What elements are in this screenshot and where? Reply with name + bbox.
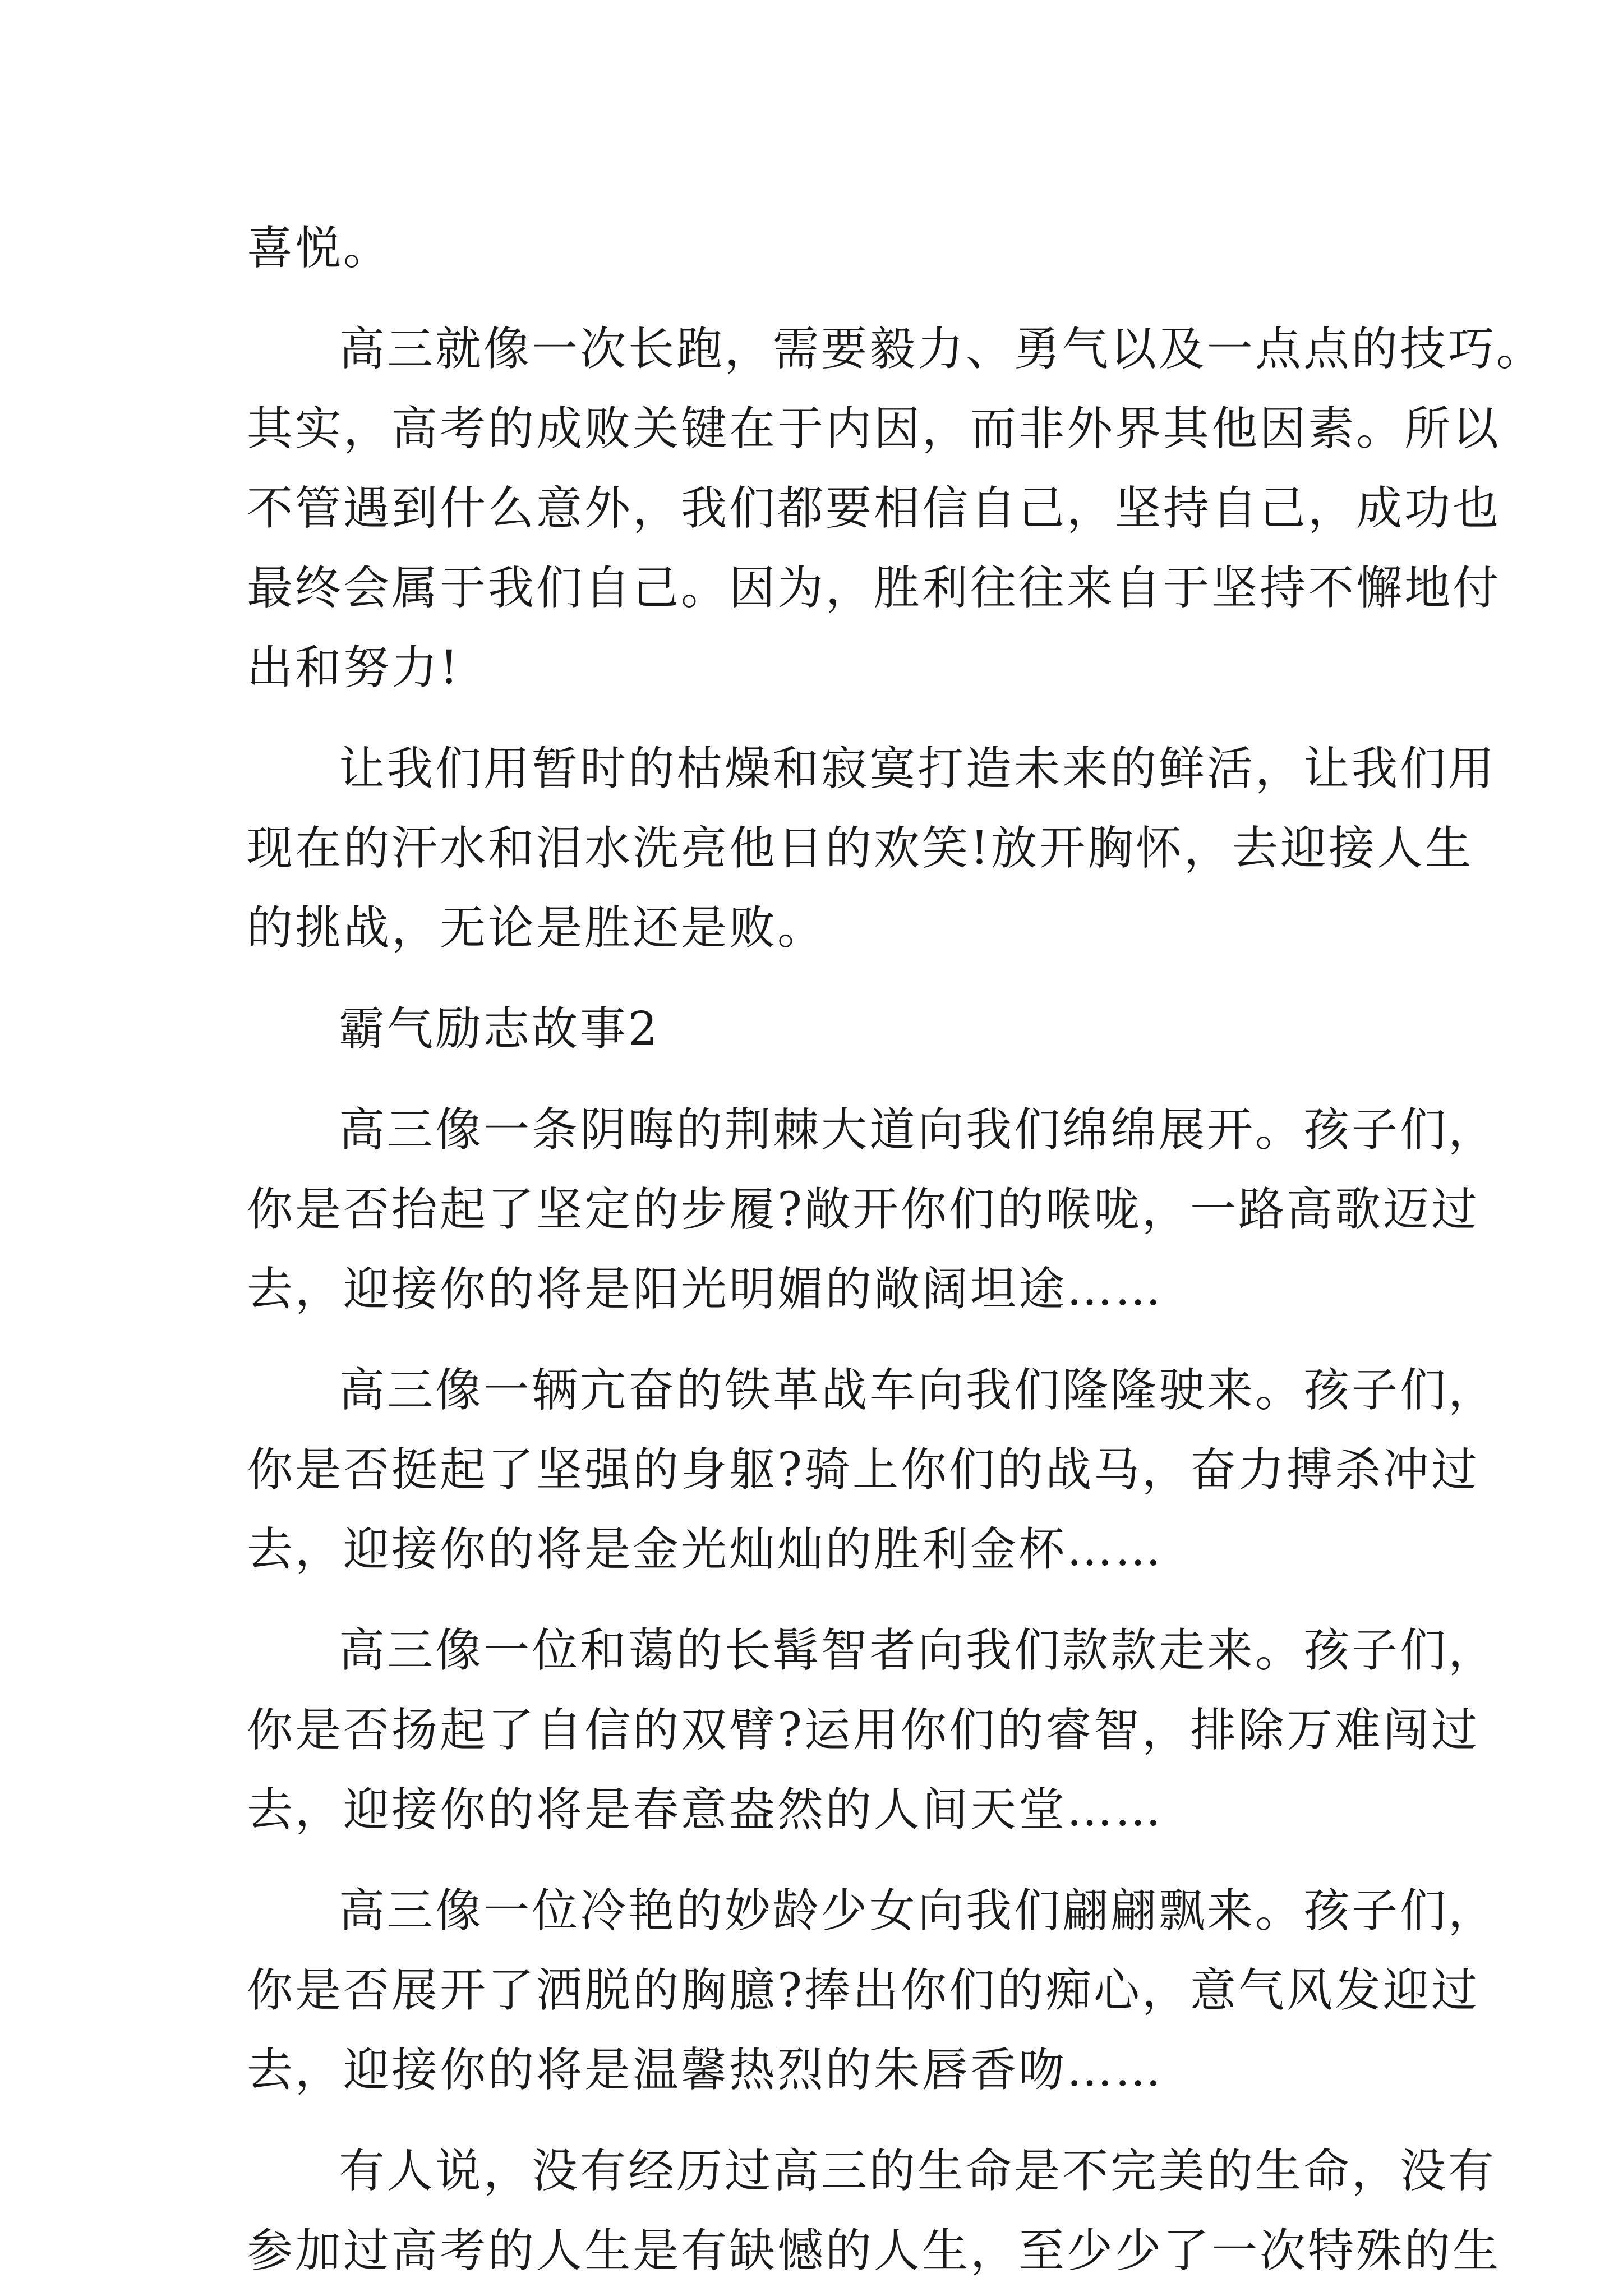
text-line: 有人说，没有经历过高三的生命是不完美的生命，没有 [339, 2145, 1497, 2198]
text-line: 其实，高考的成败关键在于内因，而非外界其他因素。所以 [247, 402, 1501, 455]
text-line: 你是否展开了洒脱的胸臆?捧出你们的痴心，意气风发迎过 [247, 1964, 1479, 2017]
text-line: 现在的汗水和泪水洗亮他日的欢笑!放开胸怀，去迎接人生 [247, 822, 1473, 875]
text-line: 霸气励志故事2 [339, 1002, 660, 1056]
text-line: 高三像一辆亢奋的铁革战车向我们隆隆驶来。孩子们， [339, 1364, 1497, 1417]
text-line: 你是否抬起了坚定的步履?敞开你们的喉咙，一路高歌迈过 [247, 1183, 1479, 1236]
text-line: 的挑战，无论是胜还是败。 [247, 901, 826, 955]
text-line: 去，迎接你的将是金光灿灿的胜利金杯…… [247, 1523, 1164, 1576]
text-line: 去，迎接你的将是春意盎然的人间天堂…… [247, 1783, 1164, 1837]
text-line: 高三像一位冷艳的妙龄少女向我们翩翩飘来。孩子们， [339, 1884, 1497, 1938]
text-line: 让我们用暂时的枯燥和寂寞打造未来的鲜活，让我们用 [339, 742, 1497, 795]
text-line: 去，迎接你的将是温馨热烈的朱唇香吻…… [247, 2044, 1164, 2097]
text-line: 你是否挺起了坚强的身躯?骑上你们的战马，奋力搏杀冲过 [247, 1443, 1479, 1497]
text-line: 喜悦。 [247, 222, 392, 275]
text-line: 你是否扬起了自信的双臂?运用你们的睿智，排除万难闯过 [247, 1704, 1479, 1757]
text-line: 参加过高考的人生是有缺憾的人生，至少少了一次特殊的生 [247, 2224, 1501, 2277]
text-line: 高三像一位和蔼的长髯智者向我们款款走来。孩子们， [339, 1624, 1497, 1677]
text-line: 高三就像一次长跑，需要毅力、勇气以及一点点的技巧。 [339, 323, 1545, 376]
text-line: 不管遇到什么意外，我们都要相信自己，坚持自己，成功也 [247, 482, 1501, 535]
document-body [247, 209, 1545, 2291]
text-line: 高三像一条阴晦的荆棘大道向我们绵绵展开。孩子们， [339, 1103, 1497, 1157]
text-line: 最终会属于我们自己。因为，胜利往往来自于坚持不懈地付 [247, 562, 1501, 615]
text-line: 去，迎接你的将是阳光明媚的敞阔坦途…… [247, 1263, 1164, 1316]
text-line: 出和努力! [247, 641, 460, 694]
